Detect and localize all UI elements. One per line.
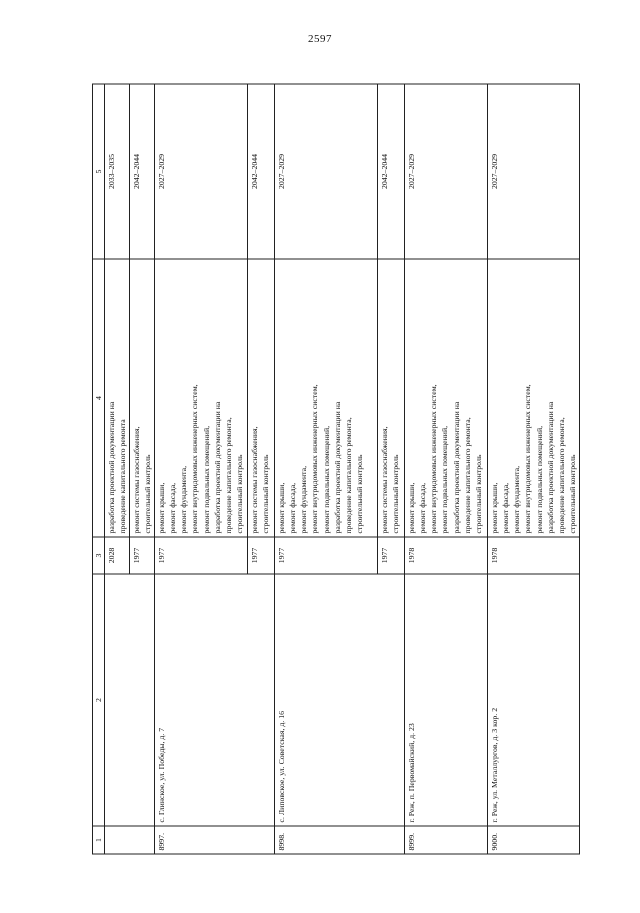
cell-year: 1977 xyxy=(248,537,275,574)
header-col-2: 2 xyxy=(93,574,105,826)
cell-address: г. Реж, п. Первомайский, д. 23 xyxy=(405,574,488,826)
cell-work: ремонт крыши, ремонт фасада, ремонт внутридомовых инженерных систем, ремонт подвальных помещений, разработка проектной документации на проведение капитального ремонта, строительный контроль xyxy=(405,259,488,537)
table-row xyxy=(275,84,378,854)
cell-period: 2027–2029 xyxy=(405,84,488,259)
cell-work: ремонт крыши, ремонт фасада, ремонт фундамента, ремонт внутридомовых инженерных систем, ремонт подвальных помещений, разработка проектной документации на проведение капитального ремонта, строительный контроль xyxy=(155,259,248,537)
header-col-5: 5 xyxy=(93,84,105,259)
header-col-3: 3 xyxy=(93,537,105,574)
page-number: 2597 xyxy=(308,33,332,45)
cell-period: 2027–2029 xyxy=(275,84,378,259)
header-col-4: 4 xyxy=(93,259,105,537)
cell-period: 2042–2044 xyxy=(248,84,275,259)
table-row xyxy=(488,84,580,854)
cell-address: с. Липовское, ул. Советская, д. 16 xyxy=(275,574,405,826)
cell-address xyxy=(105,574,155,826)
cell-no: 8997. xyxy=(155,826,275,854)
cell-year: 1977 xyxy=(155,537,248,574)
cell-no: 8998. xyxy=(275,826,405,854)
cell-work: ремонт системы газоснабжения, строительный контроль xyxy=(130,259,155,537)
cell-work: ремонт системы газоснабжения, строительный контроль xyxy=(378,259,405,537)
cell-no xyxy=(105,826,155,854)
cell-year: 1977 xyxy=(378,537,405,574)
cell-period: 2033–2035 xyxy=(105,84,130,259)
cell-work: ремонт системы газоснабжения, строительный контроль xyxy=(248,259,275,537)
repair-schedule-table xyxy=(92,84,580,855)
cell-year: 2028 xyxy=(105,537,130,574)
cell-period: 2042–2044 xyxy=(130,84,155,259)
header-row xyxy=(93,84,105,854)
cell-work: разработка проектной документации на проведение капитального ремонта xyxy=(105,259,130,537)
cell-year: 1978 xyxy=(488,537,580,574)
cell-period: 2042–2044 xyxy=(378,84,405,259)
table-row xyxy=(155,84,248,854)
cell-no: 8999. xyxy=(405,826,488,854)
cell-no: 9000. xyxy=(488,826,580,854)
cell-address: г. Реж, ул. Металлургов, д. 3 кор. 2 xyxy=(488,574,580,826)
cell-work: ремонт крыши, ремонт фасада, ремонт фундамента, ремонт внутридомовых инженерных систем, ремонт подвальных помещений, разработка проектной документации на проведение капитального ремонта, строительный контроль xyxy=(275,259,378,537)
table-row xyxy=(105,84,130,854)
rotated-table-wrapper xyxy=(15,8,640,913)
table-row xyxy=(405,84,488,854)
cell-year: 1978 xyxy=(405,537,488,574)
cell-period: 2027–2029 xyxy=(488,84,580,259)
cell-year: 1977 xyxy=(275,537,378,574)
cell-year: 1977 xyxy=(130,537,155,574)
cell-address: с. Глинское, ул. Победы, д. 7 xyxy=(155,574,275,826)
cell-work: ремонт крыши, ремонт фасада, ремонт фундамента, ремонт внутридомовых инженерных систем, ремонт подвальных помещений, разработка проектной документации на проведение капитального ремонта, строительный контроль xyxy=(488,259,580,537)
header-col-1: 1 xyxy=(93,826,105,854)
cell-period: 2027–2029 xyxy=(155,84,248,259)
